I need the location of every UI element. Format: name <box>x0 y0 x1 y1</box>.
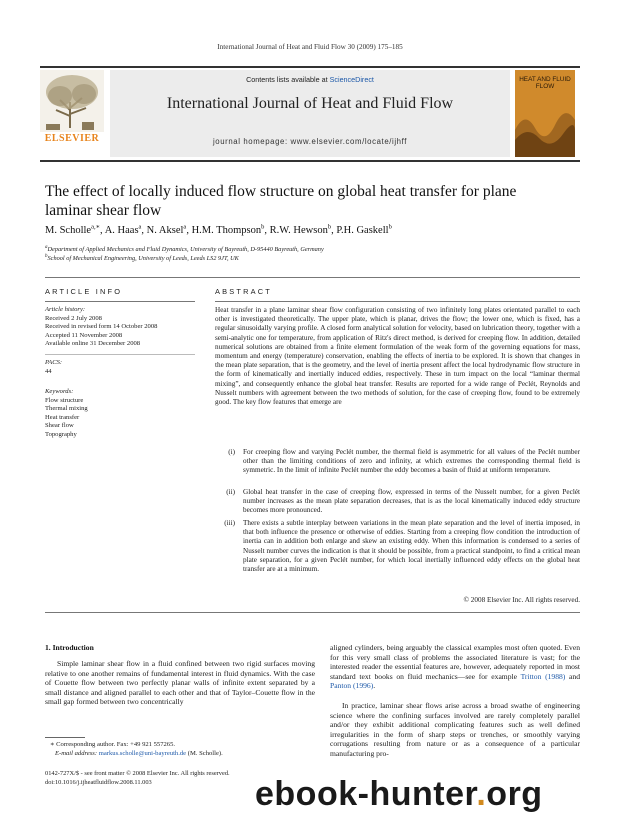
journal-title: International Journal of Heat and Fluid Flow <box>166 95 454 112</box>
copyright-notice: © 2008 Elsevier Inc. All rights reserved. <box>463 596 580 604</box>
abstract-text: Heat transfer in a plane laminar shear flow configuration consisting of two infinitely long plates orientated parallel to each other is investigated theoretically. The upper plate, which is planar, drives the flow; the lower one, which is fixed, has a regular sinusoidally varying profile. A closed form analytical solution for velocity, based on lubrication theory, together with a semi-analytic one for temperature, from application of Ritz's direct method, is derived for creeping flow. In addition, detailed numerical solutions are obtained from a finite element formulation of the weak form of the governing equations for mass, momentum and energy (temperature) conservation, enabling the effects of inertia to be explored. It is shown that changes in the mean plate separation, that is the geometry, and the level of inertia present affect the local hydrodynamic flow structure in the form of kinematically and inertially induced eddies, respectively. These in turn impact on the local “laminar thermal mixing”, and consequently enhance the global heat transfer. Results are reported for a wide range of Peclét, Reynolds and Nusselt numbers with agreement between the two methods of solution, for the case of creeping flow, found to be extremely good. The key flow features that emerge are <box>215 306 580 407</box>
article-history <box>45 306 195 349</box>
journal-cover <box>515 70 575 157</box>
author: H.M. Thompson$^b$, <box>191 223 270 236</box>
keywords-block <box>45 388 195 440</box>
masthead-top-rule <box>40 66 580 68</box>
paper-title: The effect of locally induced flow structure on global heat transfer for plane laminar shear flow <box>45 183 517 219</box>
list-marker: (ii) <box>226 488 235 496</box>
pacs-label: PACS: <box>45 359 63 366</box>
contents-prefix: Contents lists available at <box>246 75 330 84</box>
history-item: Received in revised form 14 October 2008 <box>45 323 158 331</box>
abstract-rule <box>215 301 580 302</box>
watermark: ebook-hunter.org <box>255 775 543 813</box>
affiliation: $^b$School of Mechanical Engineering, University of Leeds, Leeds LS2 9JT, UK <box>45 254 239 263</box>
author: A. Haas$^a$, <box>104 223 147 236</box>
journal-homepage[interactable]: journal homepage: www.elsevier.com/locate/ijhff <box>212 137 408 146</box>
contents-line <box>110 75 510 84</box>
corresponding-author-note: ∗ Corresponding author. Fax: +49 921 557265. <box>50 741 176 748</box>
email-link[interactable]: markus.scholle@uni-bayreuth.de <box>98 750 187 757</box>
author: N. Aksel$^a$, <box>146 223 192 236</box>
header-divider <box>45 277 580 278</box>
footnote-rule <box>45 737 85 738</box>
list-text: There exists a subtle interplay between variations in the mean plate separation and the level of inertia imposed, in that both influence the presence or otherwise of eddies. Starting from a creeping flow condition the introduction of inertia can in addition both enlarge and skew an existing eddy. When this information is condensed to a series of Nusselt number curves the indication is that it should be possible, from a practical standpoint, to find a critical mean plate separation, for a given Peclét number, for which local inertially influenced eddy effects on the global heat transfer are at a minimum. <box>243 519 580 574</box>
issn-line: 0142-727X/$ - see front matter © 2008 Elsevier Inc. All rights reserved. <box>45 770 230 777</box>
affiliation: $^a$Department of Applied Mechanics and Fluid Dynamics, University of Bayreuth, D-95440 Bayreuth, Germany <box>45 245 324 254</box>
pacs-value: 44 <box>45 367 52 375</box>
list-text: For creeping flow and varying Peclét number, the thermal field is asymmetric for all values of the Peclét number other than the limiting conditions of zero and infinity, at which extremes the corresponding thermal field is symmetric. In the limit of infinite Peclét number the eddy becomes a basin of fluid at uniform temperature. <box>243 448 580 475</box>
email-note: E-mail address: markus.scholle@uni-bayreuth.de (M. Scholle). <box>55 750 223 757</box>
keyword: Thermal mixing <box>45 405 88 413</box>
keyword: Flow structure <box>45 396 84 404</box>
pacs-block <box>45 359 195 376</box>
publisher-logo-text: ELSEVIER <box>44 133 100 144</box>
keyword: Heat transfer <box>45 413 80 421</box>
author: M. Scholle$^{a,∗}$, <box>45 223 105 236</box>
author-list <box>45 222 585 236</box>
author: P.H. Gaskell$^b$ <box>336 223 392 236</box>
history-item: Received 2 July 2008 <box>45 314 102 322</box>
article-info-heading: ARTICLE INFO <box>45 287 123 296</box>
keyword: Topography <box>45 430 77 438</box>
masthead-bottom-rule <box>40 160 580 162</box>
reference-link[interactable]: Tritton (1988) <box>520 671 566 681</box>
sciencedirect-link[interactable]: ScienceDirect <box>329 75 374 84</box>
author: R.W. Hewson$^b$, <box>269 223 337 236</box>
reference-link[interactable]: Panton (1996) <box>330 681 374 691</box>
keyword: Shear flow <box>45 422 74 430</box>
intro-left-paragraph: Simple laminar shear flow in a fluid confined between two rigid surfaces moving relative to one another remains of fundamental interest in fluid dynamics. With the case of Couette flow between two perfectly planar walls of infinite extent separated by a small distance and aligned parallel to each other and that of Taylor–Couette flow in the small gap formed between two concentrically <box>45 659 315 707</box>
history-item: Available online 31 December 2008 <box>45 340 141 348</box>
article-info-rule <box>45 301 195 302</box>
intro-right-paragraph-2: In practice, laminar shear flows arise across a broad swathe of engineering science where the confining surfaces involved are rarely completely parallel and/or they exhibit additional complicating features such as well defined irregularities in the form of sharp steps or trenches, or smoothly varying corrugations resulting from nature or as a consequence of a particular manufacturing pro- <box>330 701 580 758</box>
cover-art-icon <box>515 70 575 157</box>
doi-line[interactable]: doi:10.1016/j.ijheatfluidflow.2008.11.003 <box>45 779 152 786</box>
list-marker: (iii) <box>224 519 235 527</box>
abstract-heading: ABSTRACT <box>215 287 273 296</box>
list-text: Global heat transfer in the case of creeping flow, expressed in terms of the Nusselt number, for a given Peclét number increases as the mean plate separation decreases, that is as the local kinematically induced eddy structure becomes more pronounced. <box>243 488 580 515</box>
cover-title: HEAT AND FLUID FLOW <box>519 76 571 91</box>
elsevier-logo <box>40 70 104 146</box>
info-separator <box>45 354 195 355</box>
abstract-bottom-rule <box>45 612 580 613</box>
intro-right-paragraph-1: aligned cylinders, being arguably the classical examples most often quoted. Even for this very small class of problems the associated literature is vast; for the interested reader the essential features are, however, adequately reported in most standard text books on fluid mechanics—see for example Tritton (1988) and Panton (1996). <box>330 643 581 691</box>
keywords-label: Keywords: <box>45 388 74 395</box>
list-marker: (i) <box>228 448 235 456</box>
history-label: Article history: <box>45 306 86 313</box>
running-head: International Journal of Heat and Fluid Flow 30 (2009) 175–185 <box>217 43 403 51</box>
history-item: Accepted 11 November 2008 <box>45 331 123 339</box>
section-heading: 1. Introduction <box>45 643 94 652</box>
